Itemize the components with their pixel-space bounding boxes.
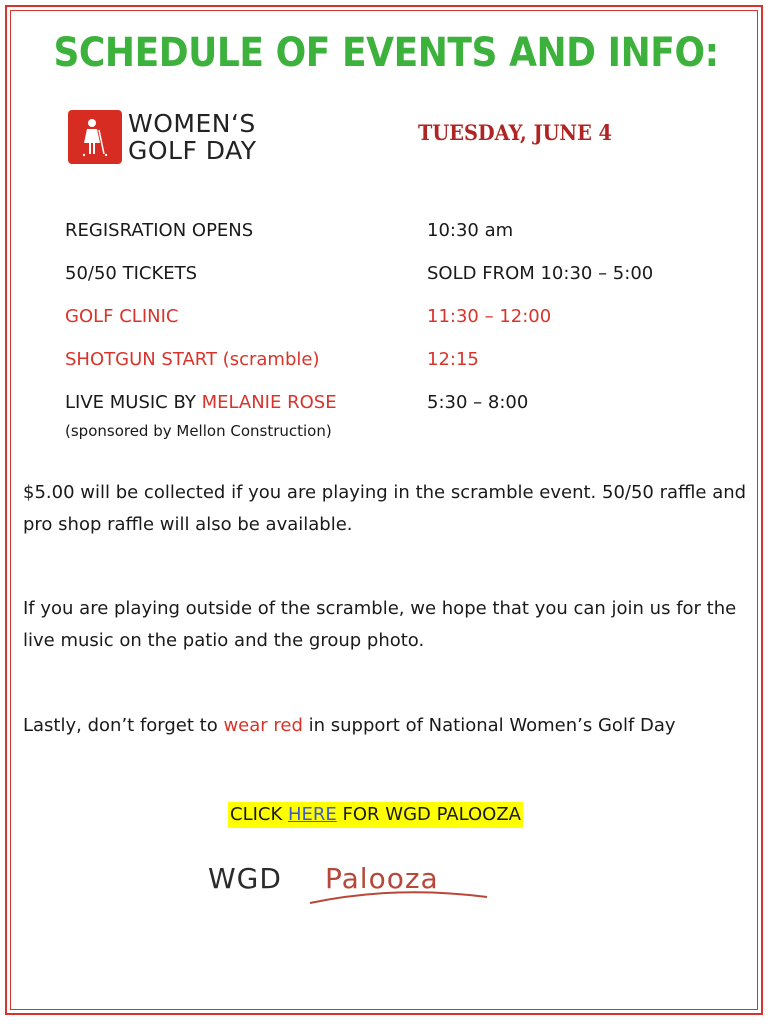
schedule-row [65, 259, 745, 302]
logo-line-2: GOLF DAY [128, 136, 257, 165]
schedule-row [65, 302, 745, 345]
schedule-time: 12:15 [427, 349, 479, 370]
schedule-time: 5:30 – 8:00 [427, 392, 529, 413]
paragraph-text: Lastly, don’t forget to [23, 715, 224, 736]
cta-text: FOR WGD PALOOZA [336, 804, 521, 825]
paragraph-text: in support of National Women’s Golf Day [302, 715, 676, 736]
palooza-logo-part1: WGD [208, 862, 282, 895]
logo-wordmark [128, 110, 257, 164]
wear-red-paragraph [23, 710, 748, 742]
event-date: TUESDAY, JUNE 4 [418, 120, 612, 145]
performer-name: MELANIE ROSE [201, 392, 337, 413]
schedule-label [65, 392, 337, 413]
schedule-row [65, 345, 745, 388]
womens-golf-day-logo [68, 110, 298, 166]
schedule-label: SHOTGUN START (scramble) [65, 349, 320, 370]
palooza-call-to-action [228, 802, 523, 828]
schedule-row [65, 388, 745, 448]
schedule-label: REGISRATION OPENS [65, 220, 254, 241]
page-title: SCHEDULE OF EVENTS AND INFO: [53, 30, 719, 76]
logo-line-1: WOMEN‘S [128, 109, 256, 138]
wgd-palooza-logo [205, 855, 495, 915]
golfer-icon [68, 110, 122, 164]
outside-scramble-paragraph: If you are playing outside of the scramble, we hope that you can join us for the live music on the patio and the group photo. [23, 598, 737, 651]
fee-paragraph: $5.00 will be collected if you are playing in the scramble event. 50/50 raffle and pro shop raffle will also be available. [23, 482, 747, 535]
schedule-label: GOLF CLINIC [65, 306, 179, 327]
palooza-logo-part2: Palooza [325, 862, 439, 895]
sponsor-note: (sponsored by Mellon Construction) [65, 422, 332, 440]
schedule-label-prefix: LIVE MUSIC BY [65, 392, 202, 413]
schedule-table [65, 216, 745, 448]
cta-text: CLICK [230, 804, 288, 825]
schedule-row [65, 216, 745, 259]
here-link[interactable]: HERE [288, 804, 337, 825]
wear-red-highlight: wear red [223, 715, 303, 736]
schedule-time: 11:30 – 12:00 [427, 306, 552, 327]
schedule-time: SOLD FROM 10:30 – 5:00 [427, 263, 654, 284]
schedule-time: 10:30 am [427, 220, 514, 241]
schedule-label: 50/50 TICKETS [65, 263, 198, 284]
